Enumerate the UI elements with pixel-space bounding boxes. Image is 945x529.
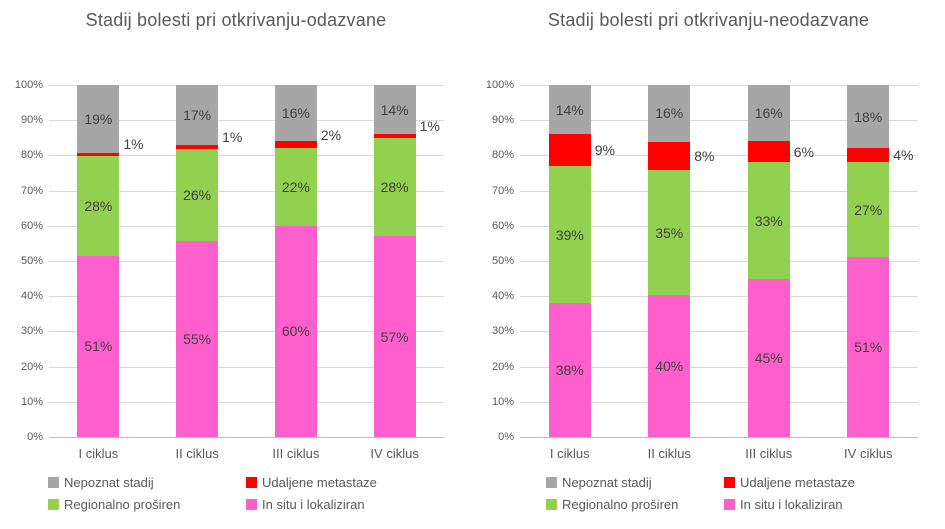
bar-segment-red <box>77 153 119 157</box>
legend-label: Udaljene metastaze <box>262 475 377 490</box>
legend-label: Nepoznat stadij <box>562 475 652 490</box>
y-tick-label: 30% <box>20 325 43 338</box>
y-tick-label: 40% <box>20 290 43 303</box>
y-tick-label: 10% <box>491 395 514 408</box>
data-label: 16% <box>655 105 684 122</box>
legend-item <box>724 474 855 490</box>
data-label: 27% <box>854 201 883 218</box>
y-tick-label: 100% <box>14 79 43 91</box>
bar-segment-red <box>374 134 416 138</box>
legend-swatch-gray <box>546 477 557 488</box>
data-label: 33% <box>754 212 783 229</box>
y-tick-label: 50% <box>20 255 43 267</box>
data-label: 14% <box>380 101 409 118</box>
chart-title: Stadij bolesti pri otkrivanju-neodazvane <box>547 10 870 30</box>
data-label-outside: 8% <box>694 148 715 165</box>
y-tick-label: 80% <box>20 149 43 162</box>
y-tick-label: 100% <box>485 79 514 91</box>
data-label: 60% <box>281 323 310 340</box>
y-tick-label: 10% <box>20 395 43 408</box>
category-label: I ciklus <box>549 446 590 461</box>
legend-item <box>546 474 652 490</box>
legend-label: In situ i lokaliziran <box>262 497 365 512</box>
category-label: I ciklus <box>78 446 119 461</box>
data-label: 39% <box>555 226 584 243</box>
bar-segment-red <box>847 148 889 162</box>
category-label: IV ciklus <box>370 446 419 461</box>
legend-swatch-gray <box>48 477 59 488</box>
y-tick-label: 60% <box>491 219 514 232</box>
y-tick-label: 60% <box>20 219 43 232</box>
chart-title: Stadij bolesti pri otkrivanju-odazvane <box>85 10 387 30</box>
data-label: 16% <box>281 105 310 122</box>
data-label: 22% <box>281 179 310 196</box>
y-tick-label: 80% <box>491 149 514 162</box>
data-label: 57% <box>380 328 409 345</box>
data-label: 14% <box>555 101 584 118</box>
category-label: II ciklus <box>647 446 691 461</box>
legend-label: Regionalno proširen <box>562 497 679 512</box>
chart-neodazvane <box>472 0 945 529</box>
legend-item <box>724 496 843 512</box>
legend-swatch-pink <box>246 499 257 510</box>
bar-segment-red <box>176 145 218 149</box>
y-tick-label: 50% <box>491 255 514 267</box>
data-label: 28% <box>84 197 113 214</box>
y-tick-label: 30% <box>491 325 514 338</box>
legend-item <box>246 496 365 512</box>
data-label-outside: 1% <box>123 136 144 153</box>
x-axis-line <box>520 437 918 438</box>
bar-segment-red <box>648 142 690 170</box>
category-label: IV ciklus <box>844 446 893 461</box>
data-label: 17% <box>183 107 212 124</box>
x-axis-line <box>49 437 444 438</box>
data-label-outside: 9% <box>594 142 615 159</box>
data-label: 45% <box>754 349 783 366</box>
legend-swatch-green <box>48 499 59 510</box>
y-tick-label: 20% <box>20 360 43 373</box>
chart-odazvane <box>0 0 472 529</box>
legend-swatch-green <box>546 499 557 510</box>
bar-segment-red <box>275 141 317 148</box>
category-label: III ciklus <box>745 446 793 461</box>
legend-label: Udaljene metastaze <box>740 475 855 490</box>
legend-item <box>48 496 180 512</box>
legend-item <box>48 474 154 490</box>
y-tick-label: 0% <box>498 431 514 443</box>
data-label: 51% <box>854 339 883 356</box>
data-label-outside: 1% <box>222 129 243 146</box>
data-label-outside: 4% <box>893 147 914 164</box>
data-label: 38% <box>555 362 584 379</box>
legend-label: In situ i lokaliziran <box>740 497 843 512</box>
data-label: 26% <box>183 187 212 204</box>
y-tick-label: 70% <box>20 184 43 197</box>
legend-swatch-pink <box>724 499 735 510</box>
data-label-outside: 2% <box>320 126 342 143</box>
data-label-outside: 1% <box>419 118 440 135</box>
data-label: 18% <box>854 108 883 125</box>
legend-item <box>546 496 678 512</box>
data-label: 40% <box>655 357 684 374</box>
legend-item <box>246 474 377 490</box>
data-label: 51% <box>84 338 113 355</box>
y-tick-label: 90% <box>20 114 43 127</box>
y-tick-label: 0% <box>27 431 43 443</box>
legend-swatch-red <box>246 477 257 488</box>
y-tick-label: 20% <box>491 360 514 373</box>
y-tick-label: 40% <box>491 290 514 303</box>
data-label: 35% <box>655 224 684 241</box>
data-label: 19% <box>84 110 113 127</box>
legend-label: Nepoznat stadij <box>64 475 154 490</box>
category-label: II ciklus <box>175 446 219 461</box>
data-label-outside: 6% <box>793 143 814 160</box>
category-label: III ciklus <box>272 446 320 461</box>
bar-segment-red <box>748 141 790 162</box>
y-tick-label: 90% <box>491 114 514 127</box>
y-tick-label: 70% <box>491 184 514 197</box>
legend-label: Regionalno proširen <box>64 497 181 512</box>
data-label: 55% <box>183 331 212 348</box>
data-label: 28% <box>380 179 409 196</box>
data-label: 16% <box>754 105 783 122</box>
legend-swatch-red <box>724 477 735 488</box>
bar-segment-red <box>549 134 591 166</box>
